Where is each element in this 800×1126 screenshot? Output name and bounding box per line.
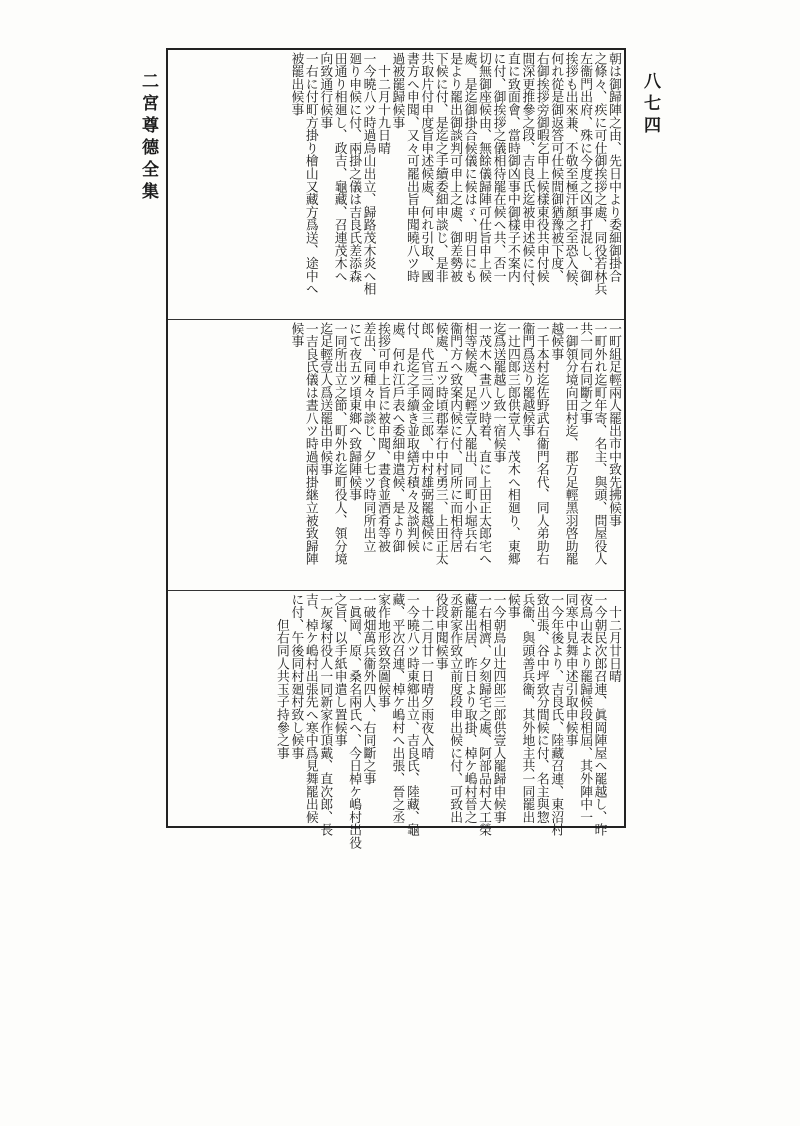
band-divider bbox=[168, 590, 624, 591]
text-column: 兵衞、與頭善兵衞、其外地主共一同罷出 bbox=[519, 593, 535, 824]
text-column: 迄爲送罷越し致一宿候事 bbox=[490, 322, 506, 463]
upper-band bbox=[172, 52, 620, 317]
text-column: 一同所出立之節、町外れ迄町役人、領分境 bbox=[331, 322, 347, 566]
text-column: 處、何れ江戶表へ委細申遣候、是より御 bbox=[389, 322, 405, 553]
text-column: 付、是迄之手續き並取繕方積々及談判候 bbox=[403, 322, 419, 553]
text-column: 一今朝民次郎召連、眞岡陣屋へ罷越し、昨 bbox=[591, 593, 607, 837]
text-column: 但右同人共玉子持參之事 bbox=[273, 593, 289, 760]
text-column: 挨拶可申上旨に被申聞、晝食並酒肴等被 bbox=[375, 322, 390, 553]
text-column: 一御領分境向田村迄、郡方足輕黑羽啓助罷 bbox=[562, 322, 578, 566]
text-column: 之旨、以手紙申遣し置候事 bbox=[331, 593, 347, 747]
text-column: 衞門爲送り罷越候事 bbox=[519, 322, 535, 438]
text-column: 切無御座候由、無餘儀歸陣可仕旨申上候 bbox=[476, 52, 492, 283]
text-column: 一町組足輕兩人罷出市中致先拂候事 bbox=[606, 322, 621, 527]
text-column: 一今曉八ツ時東鄉出立、吉良氏、陸藏、龜 bbox=[403, 593, 419, 837]
text-column: 之條々、疾に可仕御挨拶之處、同役若林兵 bbox=[591, 52, 607, 296]
text-column: 夜鳥山表より罷歸候段相屆、其外陣中一 bbox=[577, 593, 593, 824]
text-column: 十二月廿日晴 bbox=[606, 593, 621, 683]
text-column: 差出、同種々申談じ、夕七ツ時同所出立 bbox=[360, 322, 376, 553]
text-column: 丞新家作致立前度段申出候に付、可致出 bbox=[447, 593, 463, 824]
text-column: 下候に付、是迄之手續委細申談じ、是非 bbox=[432, 52, 448, 283]
text-column: 直に致面會、當時御凶事中御樣子不案内 bbox=[504, 52, 520, 283]
text-column: 一右相濟、夕刻歸宅之處、阿部品村大工榮 bbox=[476, 593, 492, 837]
text-column: 一千本村迄佐野武右衞門名代、同人弟助右 bbox=[533, 322, 549, 566]
text-column: 共一同右同斷之事 bbox=[577, 322, 593, 425]
text-column: 過被罷歸候事 bbox=[389, 52, 405, 129]
text-column: 左衞門出府、殊に今度之凶事打混し、御 bbox=[577, 52, 593, 283]
text-column: 共取片付申度旨申述候處、何れ引取、國 bbox=[418, 52, 434, 283]
text-column: に付、午後同村廻村致し候事 bbox=[288, 593, 304, 760]
text-column: 向致通行候事 bbox=[317, 52, 333, 129]
text-column: 書方へ申聞、又々可罷出旨申聞曉八ツ時 bbox=[403, 52, 419, 283]
text-column: 一眞岡、原、桑名兩氏へ、今日棹ケ嶋村出役 bbox=[346, 593, 362, 849]
text-column: 候處、五ツ時頃郡奉行中村勇三、上田正太 bbox=[432, 322, 448, 566]
text-column: 一今年後より、吉良氏、陸藏召連、東沼村 bbox=[548, 593, 564, 837]
text-frame bbox=[166, 48, 626, 849]
text-column: 候事 bbox=[288, 322, 304, 348]
text-column: 衞門方へ致案内候に付、同所に而相待居 bbox=[447, 322, 463, 553]
text-column: 是より罷出御談判可申上之處、御差勢被 bbox=[447, 52, 463, 283]
text-column: 一吉良氏儀は晝八ツ時過兩掛継立被致歸陣 bbox=[302, 322, 318, 566]
text-column: 一町外れ迄町年寄、名主、與頭、問屋役人 bbox=[591, 322, 607, 566]
text-column: 挨拶も出來兼、不敬至極汗顏之至恐入候、 bbox=[562, 52, 578, 296]
text-column: 同寒中見舞申述引取申候事 bbox=[562, 593, 578, 747]
text-column: 十二月十九日晴 bbox=[375, 52, 390, 155]
text-column: 一灰塚村役人一同新家作頂戴、直次郎、長 bbox=[317, 593, 333, 837]
text-column: 一茂木へ晝八ツ時着、直に上田正太郎宅へ bbox=[476, 322, 492, 566]
lower-band bbox=[172, 593, 621, 849]
text-column: 被罷出候事 bbox=[288, 52, 304, 116]
text-column: 役段申聞候事 bbox=[432, 593, 448, 670]
text-column: 迄足輕壹人爲送罷出申候事 bbox=[317, 322, 333, 476]
text-column: 右御挨拶旁御暇乞申上候樣東役共申付候 bbox=[533, 52, 549, 283]
text-column: 一辻四郎三郎供壹人、茂木へ相廻り、東郷 bbox=[504, 322, 520, 566]
text-column: 候事 bbox=[504, 593, 520, 619]
band-divider bbox=[168, 319, 624, 320]
text-column: 藏罷出居、昨日より取掛、棹ケ嶋村晉之 bbox=[461, 593, 477, 824]
text-column: 朝は御歸陣之由、先日中より委細御掛合 bbox=[606, 52, 621, 283]
text-column: 十二月廿一日晴夕雨夜入晴 bbox=[418, 593, 434, 760]
text-column: 一右に付町方掛り檜山又藏方爲送、途中へ bbox=[302, 52, 318, 296]
text-column: 一今朝鳥山辻四郎三郎供壹人罷歸申候事 bbox=[490, 593, 506, 824]
text-column: 吉、棹ケ嶋村出張先へ寒中爲見舞罷出候 bbox=[302, 593, 318, 824]
text-column: 一破畑萬兵衞外四人、右同斷之事 bbox=[360, 593, 376, 785]
text-column: 何れ從是御返答可仕候間御猶豫被下度、 bbox=[548, 52, 564, 283]
text-column: 致出張、谷中坪致分間候に付、名主與惣 bbox=[533, 593, 549, 824]
text-column: 田通り相廻し、政吉、龜藏、召連茂木へ bbox=[331, 52, 347, 283]
text-column: 一今曉八ツ時過鳥山出立、歸路茂木炎へ相 bbox=[360, 52, 376, 296]
text-column: 家作地形致祭圖候事 bbox=[375, 593, 390, 709]
text-column: に付、御挨拶之儀相待罷在候へ共、否一 bbox=[490, 52, 506, 283]
text-column: 藏、平次召連、棹ケ嶋村へ出張、晉之丞 bbox=[389, 593, 405, 824]
page-number: 八七四 bbox=[640, 72, 660, 138]
book-title: 二宮尊德全集 bbox=[138, 72, 158, 204]
middle-band bbox=[172, 322, 620, 588]
text-column: にて夜五ツ頃東鄉へ致歸陣候事 bbox=[346, 322, 362, 502]
text-column: 處、是迄御掛合候儀に候はゞ、明日にも bbox=[461, 52, 477, 283]
text-column: 廻り申候に付、兩掛之儀は吉良氏差添森 bbox=[346, 52, 362, 283]
text-column: 間深更推參之段、吉良氏迄被申述候に付、 bbox=[519, 52, 535, 296]
text-column: 相等候處、足輕壹人罷出、同町小堀兵右 bbox=[461, 322, 477, 553]
text-column: 越候事 bbox=[548, 322, 564, 361]
text-column: 郎、代官三岡金三郎、中村雄弼罷越候に bbox=[418, 322, 434, 553]
